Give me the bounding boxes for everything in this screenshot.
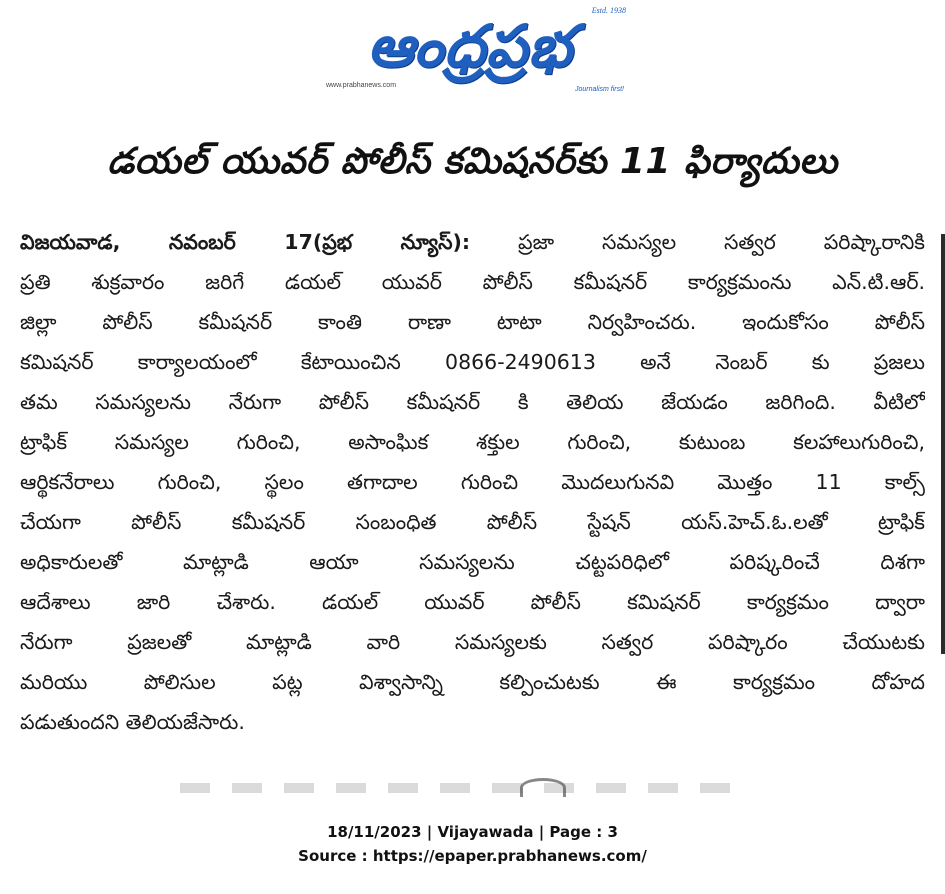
article-line: కమిషనర్ కార్యాలయంలో కేటాయించిన 0866-2490613 అనే నెంబర్ కు ప్రజలు (20, 350, 925, 374)
masthead-website[interactable]: www.prabhanews.com (326, 82, 397, 89)
article-line: నేరుగా ప్రజలతో మాట్లాడి వారి సమస్యలకు సత్వర పరిష్కారం చేయుటకు (20, 630, 925, 654)
source-link[interactable]: Source : https://epaper.prabhanews.com/ (298, 847, 647, 865)
article-line: చేయగా పోలీస్ కమీషనర్ సంబంధిత పోలీస్ స్టేషన్ యస్.హెచ్.ఓ.లతో ట్రాఫిక్ (20, 510, 925, 534)
masthead-tagline: Journalism first! (574, 86, 624, 93)
article-body (20, 222, 925, 742)
column-edge-mark (941, 234, 945, 654)
cropped-glyph-remnant (520, 778, 566, 797)
dateline: విజయవాడ, నవంబర్ 17(ప్రభ న్యూస్): (20, 230, 471, 254)
article-text: ప్రజా సమస్యల సత్వర పరిష్కారానికి (470, 230, 925, 254)
newspaper-logo: ఆంధ్రప్రభ (367, 12, 573, 80)
article-line: పడుతుందని తెలియజేసారు. (20, 710, 245, 734)
article-line: ఆర్థికనేరాలు గురించి, స్థలం తగాదాల గురించి మొదలుగునవి మొత్తం 11 కాల్స్ (20, 470, 925, 494)
article-line: జిల్లా పోలీస్ కమీషనర్ కాంతి రాణా టాటా నిర్వహించరు. ఇందుకోసం పోలీస్ (20, 310, 925, 334)
article-line (20, 222, 925, 262)
article-headline: డయల్ యువర్ పోలీస్ కమిషనర్‌కు 11 ఫిర్యాదులు (107, 141, 838, 182)
article-line: ట్రాఫిక్ సమస్యల గురించి, అసాంఘిక శక్తుల గురించి, కుటుంబ కలహాలుగురించి, (20, 430, 925, 454)
source-footer (0, 820, 945, 868)
established-year: Estd. 1938 (591, 6, 626, 15)
article-line: ప్రతి శుక్రవారం జరిగే డయల్ యువర్ పోలీస్ కమీషనర్ కార్యక్రమంను ఎన్.టి.ఆర్. (20, 270, 925, 294)
article-line: అధికారులతో మాట్లాడి ఆయా సమస్యలను చట్టపరిధిలో పరిష్కరించే దిశగా (20, 550, 925, 574)
article-line: ఆదేశాలు జారి చేశారు. డయల్ యువర్ పోలీస్ కమిషనర్ కార్యక్రమం ద్వారా (20, 590, 925, 614)
article-line: మరియు పోలిసుల పట్ల విశ్వాసాన్ని కల్పించుటకు ఈ కార్యక్రమం దోహద (20, 670, 925, 694)
edition-info: 18/11/2023 | Vijayawada | Page : 3 (327, 823, 618, 841)
masthead (320, 6, 630, 98)
cropped-text-remnant (180, 783, 750, 793)
article-line: తమ సమస్యలను నేరుగా పోలీస్ కమీషనర్ కి తెలియ జేయడం జరిగింది. వీటిలో (20, 390, 925, 414)
